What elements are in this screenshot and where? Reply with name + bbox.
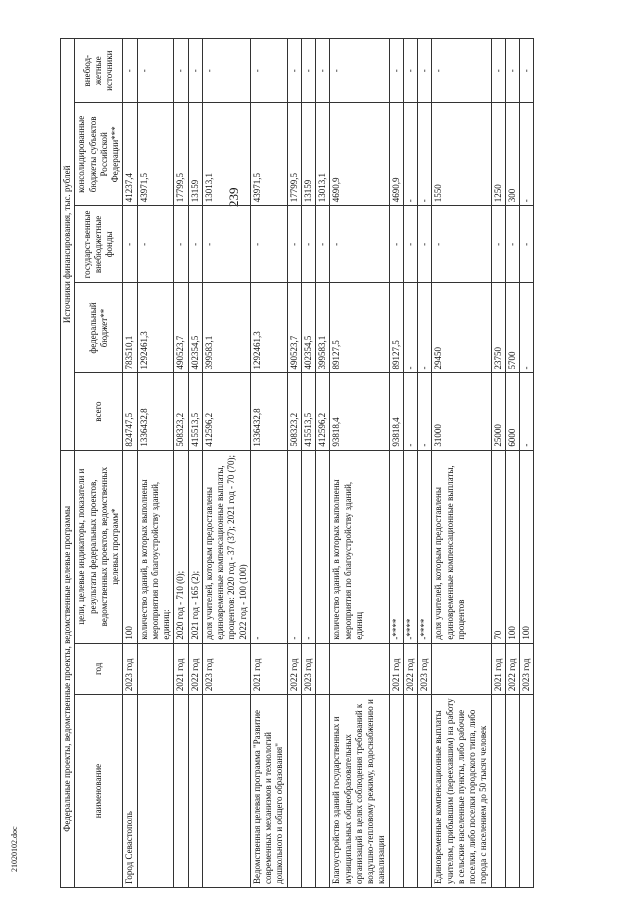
cell-extra: - [389, 39, 403, 103]
cell-extra: - [418, 39, 432, 103]
cell-extra: - [287, 39, 301, 103]
cell-reg: 1550 [432, 103, 491, 206]
cell-ind: 2020 год - 710 (0); [174, 450, 188, 643]
funding-table [60, 38, 534, 888]
cell-name [137, 695, 174, 888]
cell-ind: 70 [491, 450, 505, 643]
cell-year: 2023 год [123, 643, 137, 694]
cell-funds: - [389, 206, 403, 283]
cell-total: 415513,5 [301, 373, 315, 450]
cell-fed: 89127,5 [330, 283, 389, 373]
cell-year: 2023 год [301, 643, 315, 694]
cell-ind: количество зданий, в которых выполнены мероприятия по благоустройству зданий, единиц [330, 450, 389, 643]
cell-fed: 402354,5 [301, 283, 315, 373]
cell-total: 415513,5 [188, 373, 202, 450]
cell-extra: - [505, 39, 519, 103]
cell-name: Город Севастополь [123, 695, 137, 888]
cell-year [137, 643, 174, 694]
table-row [403, 39, 417, 888]
cell-year: 2021 год [389, 643, 403, 694]
cell-extra: - [301, 39, 315, 103]
cell-year: 2021 год [250, 643, 287, 694]
cell-ind: - [301, 450, 315, 643]
cell-ind: 100 [505, 450, 519, 643]
table-row [301, 39, 315, 888]
cell-total: 508323,2 [287, 373, 301, 450]
cell-year [316, 643, 330, 694]
cell-name: Ведомственная целевая программа "Развитие современных механизмов и технологий дошкольного и общего образования" [250, 695, 287, 888]
page-number: 239 [226, 187, 241, 207]
cell-reg: - [418, 103, 432, 206]
cell-fed: 399583,1 [202, 283, 250, 373]
cell-funds: - [174, 206, 188, 283]
cell-name [174, 695, 188, 888]
cell-extra: - [520, 39, 534, 103]
cell-fed: 29450 [432, 283, 491, 373]
table-row [188, 39, 202, 888]
header-federal: федеральный бюджет** [75, 283, 123, 373]
cell-name [491, 695, 505, 888]
cell-ind: 2021 год - 165 (2); [188, 450, 202, 643]
cell-ind: доля учителей, которым предоставлены единовременные компенсационные выплаты, процентов: 2020 год - 37 (37); 2021 год - 70 (70); 2022 год - 100 (100) [202, 450, 250, 643]
cell-name: Благоустройство зданий государственных и муниципальных общеобразовательных организаций в целях соблюдения требований к воздушно-тепловому режиму, водоснабжению и канализации [330, 695, 389, 888]
cell-total: 31000 [432, 373, 491, 450]
cell-funds: - [418, 206, 432, 283]
header-sources: Источники финансирования, тыс. рублей [61, 39, 75, 451]
cell-ind: 100 [123, 450, 137, 643]
cell-funds: - [123, 206, 137, 283]
cell-name [403, 695, 417, 888]
cell-ind: -**** [418, 450, 432, 643]
cell-extra: - [491, 39, 505, 103]
cell-year: 2023 год [418, 643, 432, 694]
table-row [287, 39, 301, 888]
cell-reg: - [403, 103, 417, 206]
cell-year: 2023 год [202, 643, 250, 694]
cell-total: 824747,5 [123, 373, 137, 450]
cell-reg: 17799,5 [174, 103, 188, 206]
cell-reg: 13013,1 [202, 103, 250, 206]
cell-reg: 43971,5 [250, 103, 287, 206]
cell-year: 2022 год [188, 643, 202, 694]
cell-reg: 13013,1 [316, 103, 330, 206]
cell-fed: 399583,1 [316, 283, 330, 373]
cell-extra: - [123, 39, 137, 103]
cell-fed: 490523,7 [174, 283, 188, 373]
cell-total: 1336432,8 [250, 373, 287, 450]
cell-reg: - [520, 103, 534, 206]
cell-year: 2022 год [287, 643, 301, 694]
cell-year: 2021 год [174, 643, 188, 694]
rotated-table-sheet [60, 38, 640, 888]
cell-extra: - [174, 39, 188, 103]
cell-ind [316, 450, 330, 643]
cell-total: 93818,4 [389, 373, 403, 450]
header-funds: государст-венные внебюджетные фонды [75, 206, 123, 283]
cell-ind: доля учителей, которым предоставлены единовременные компенсационные выплаты, процентов [432, 450, 491, 643]
cell-extra: - [330, 39, 389, 103]
header-name: наименование [75, 695, 123, 888]
cell-total: - [418, 373, 432, 450]
cell-extra: - [432, 39, 491, 103]
cell-name [316, 695, 330, 888]
header-total: всего [75, 373, 123, 450]
table-row [418, 39, 432, 888]
cell-ind: -**** [389, 450, 403, 643]
cell-fed: 1292461,3 [137, 283, 174, 373]
cell-total: - [520, 373, 534, 450]
cell-fed: 5700 [505, 283, 519, 373]
cell-year: 2022 год [403, 643, 417, 694]
cell-ind: - [250, 450, 287, 643]
cell-funds: - [188, 206, 202, 283]
cell-year: 2021 год [491, 643, 505, 694]
cell-name [287, 695, 301, 888]
table-row [137, 39, 174, 888]
cell-fed: 402354,5 [188, 283, 202, 373]
cell-funds: - [202, 206, 250, 283]
cell-name [301, 695, 315, 888]
cell-fed: - [403, 283, 417, 373]
cell-name [505, 695, 519, 888]
cell-reg: 1250 [491, 103, 505, 206]
cell-total: 412596,2 [316, 373, 330, 450]
header-year: год [75, 643, 123, 694]
cell-funds: - [403, 206, 417, 283]
header-extra: внебюд-жетные источники [75, 39, 123, 103]
cell-ind: количество зданий, в которых выполнены мероприятия по благоустройству зданий, единиц: [137, 450, 174, 643]
table-row [389, 39, 403, 888]
cell-fed: 490523,7 [287, 283, 301, 373]
table-row [202, 39, 250, 888]
cell-year [432, 643, 491, 694]
cell-funds: - [301, 206, 315, 283]
cell-reg: 41237,4 [123, 103, 137, 206]
cell-funds: - [520, 206, 534, 283]
cell-extra: - [202, 39, 250, 103]
cell-total: 25000 [491, 373, 505, 450]
cell-year: 2022 год [505, 643, 519, 694]
cell-reg: 13159 [188, 103, 202, 206]
table-row [491, 39, 505, 888]
cell-total: 412596,2 [202, 373, 250, 450]
cell-name: Единовременные компенсационные выплаты учителям, прибывшим (переехавшим) на работу в сельские населенные пункты, либо рабочие поселки, либо поселки городского типа, либо города с населением до 50 тысяч человек [432, 695, 491, 888]
cell-fed: 89127,5 [389, 283, 403, 373]
cell-extra: - [250, 39, 287, 103]
cell-funds: - [250, 206, 287, 283]
cell-ind: - [287, 450, 301, 643]
table-row [330, 39, 389, 888]
cell-funds: - [505, 206, 519, 283]
cell-name [418, 695, 432, 888]
cell-total: - [403, 373, 417, 450]
cell-reg: 13159 [301, 103, 315, 206]
cell-total: 93818,4 [330, 373, 389, 450]
cell-funds: - [316, 206, 330, 283]
cell-fed: - [520, 283, 534, 373]
cell-reg: 300 [505, 103, 519, 206]
table-row [520, 39, 534, 888]
cell-reg: 4690,9 [330, 103, 389, 206]
cell-reg: 17799,5 [287, 103, 301, 206]
cell-total: 1336432,8 [137, 373, 174, 450]
cell-extra: - [316, 39, 330, 103]
cell-name [188, 695, 202, 888]
table-row [505, 39, 519, 888]
footer-code: 21020102.doc [10, 826, 19, 872]
table-row [316, 39, 330, 888]
header-projects: Федеральные проекты, ведомственные проекты, ведомственные целевые программы [61, 450, 75, 887]
cell-funds: - [491, 206, 505, 283]
cell-extra: - [403, 39, 417, 103]
cell-name [520, 695, 534, 888]
cell-name [202, 695, 250, 888]
cell-extra: - [137, 39, 174, 103]
header-regional: консолидированные бюджеты субъектов Российской Федерации*** [75, 103, 123, 206]
cell-funds: - [330, 206, 389, 283]
table-row [432, 39, 491, 888]
cell-fed: - [418, 283, 432, 373]
cell-reg: 4690,9 [389, 103, 403, 206]
cell-funds: - [432, 206, 491, 283]
table-row [123, 39, 137, 888]
cell-extra: - [188, 39, 202, 103]
cell-funds: - [287, 206, 301, 283]
cell-ind: 100 [520, 450, 534, 643]
cell-name [389, 695, 403, 888]
cell-total: 6000 [505, 373, 519, 450]
cell-year [330, 643, 389, 694]
table-row [174, 39, 188, 888]
cell-fed: 23750 [491, 283, 505, 373]
cell-ind: -**** [403, 450, 417, 643]
cell-fed: 783510,1 [123, 283, 137, 373]
cell-year: 2023 год [520, 643, 534, 694]
cell-funds: - [137, 206, 174, 283]
cell-reg: 43971,5 [137, 103, 174, 206]
header-indicators: цели, целевые индикаторы, показатели и результаты федеральных проектов, ведомственных проектов, ведомственных целевых программ* [75, 450, 123, 643]
cell-fed: 1292461,3 [250, 283, 287, 373]
table-row [250, 39, 287, 888]
cell-total: 508323,2 [174, 373, 188, 450]
